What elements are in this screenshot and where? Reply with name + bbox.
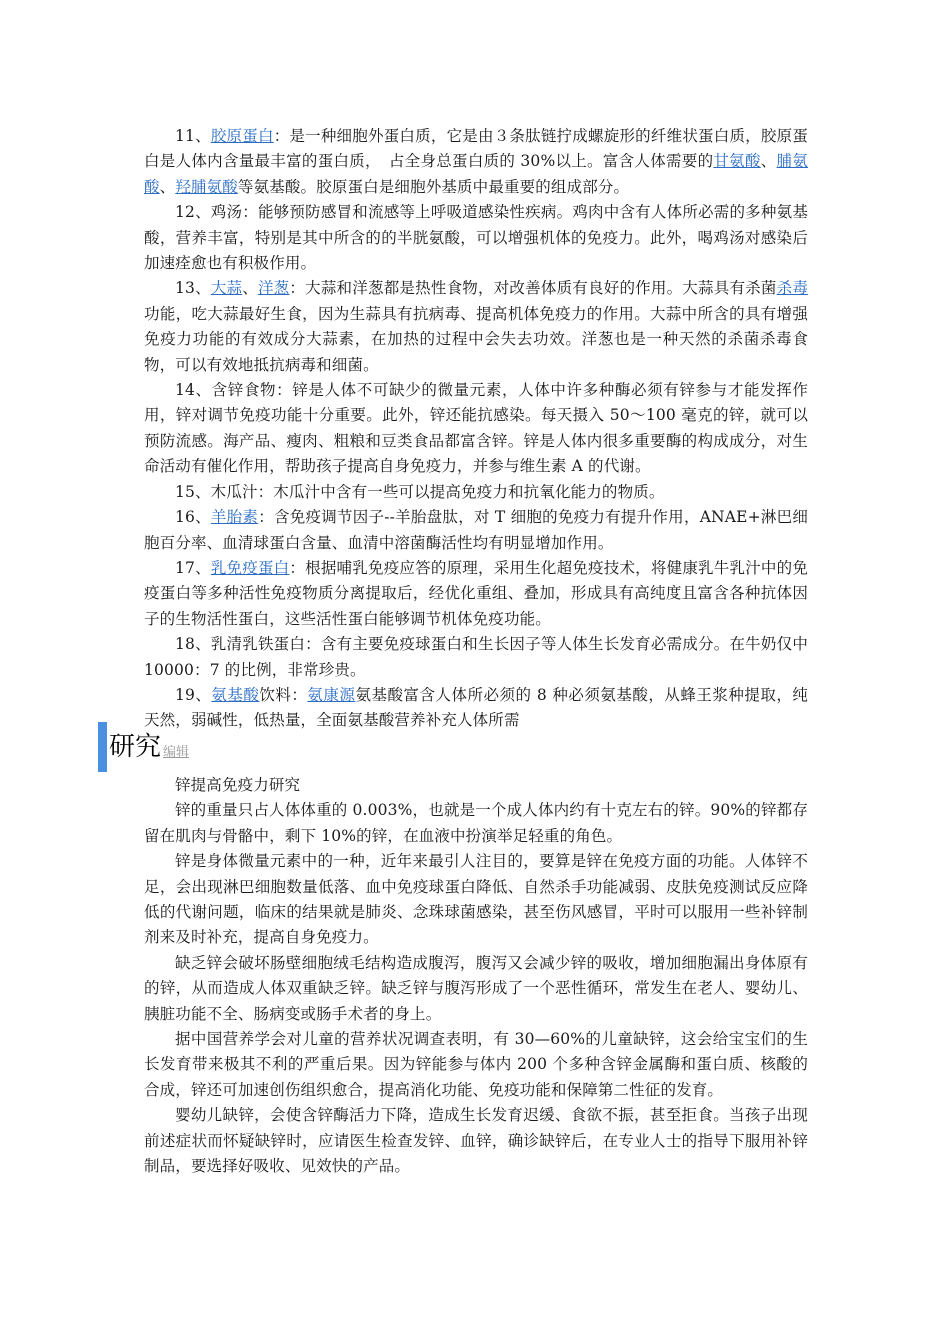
research-paragraph-4: 据中国营养学会对儿童的营养状况调查表明，有 30—60%的儿童缺锌，这会给宝宝们的生长发育带来极其不利的严重后果。因为锌能参与体内 200 个多种含锌金属酶和蛋白质、核酸的合成，锌还可加速创伤组织愈合，提高消化功能、免疫功能和保障第二性征的发育。 — [144, 1030, 808, 1099]
link-milk-immune-protein[interactable]: 乳免疫蛋白 — [210, 558, 290, 577]
link-proline[interactable]: 脯氨酸 — [144, 152, 808, 196]
item-number: 17、 — [175, 558, 211, 577]
item-text: ：是一种细胞外蛋白质，它是由３条肽链拧成螺旋形的纤维状蛋白质，胶原蛋白是人体内含量最丰富的蛋白质， 占全身总蛋白质的 30%以上。富含人体需要的 — [144, 127, 808, 171]
link-amino-acid[interactable]: 氨基酸 — [211, 685, 260, 704]
item-text: ：大蒜和洋葱都是热性食物，对改善体质有良好的作用。大蒜具有杀菌 — [289, 279, 777, 298]
link-glycine[interactable]: 甘氨酸 — [713, 152, 761, 171]
section-heading — [98, 722, 189, 772]
research-body — [144, 773, 808, 1180]
section-title: 研究 — [109, 732, 162, 762]
research-paragraph-2: 锌是身体微量元素中的一种，近年来最引人注目的，要算是锌在免疫方面的功能。人体锌不足，会出现淋巴细胞数量低落、血中免疫球蛋白降低、自然杀手功能减弱、皮肤免疫测试反应降低的代谢问题，临床的结果就是肺炎、念珠球菌感染，甚至伤风感冒，平时可以服用一些补锌制剂来及时补充，提高自身免疫力。 — [144, 852, 808, 947]
item-text: ：含免疫调节因子--羊胎盘肽，对 T 细胞的免疫力有提升作用，ANAE+淋巴细胞百分率、血清球蛋白含量、血清中溶菌酶活性均有明显增加作用。 — [144, 508, 808, 552]
link-garlic[interactable]: 大蒜 — [210, 279, 243, 298]
link-antiviral[interactable]: 杀毒 — [776, 279, 808, 298]
item-19 — [144, 683, 808, 734]
item-text: 等氨基酸。胶原蛋白是细胞外基质中最重要的组成部分。 — [237, 177, 630, 196]
item-13 — [144, 276, 808, 378]
research-paragraph-5: 婴幼儿缺锌，会使含锌酶活力下降，造成生长发育迟缓、食欲不振，甚至拒食。当孩子出现前述症状而怀疑缺锌时，应请医生检查发锌、血锌，确诊缺锌后，在专业人士的指导下服用补锌制品，要选择好吸收、见效快的产品。 — [144, 1106, 808, 1176]
item-text: 、 — [760, 152, 777, 171]
item-text: 饮料： — [259, 685, 308, 704]
item-15: 15、木瓜汁：木瓜汁中含有一些可以提高免疫力和抗氧化能力的物质。 — [175, 482, 665, 501]
edit-link[interactable]: 编辑 — [163, 745, 190, 760]
item-text: 氨基酸富含人体所必须的 8 种必须氨基酸，从蜂王浆种提取，纯天然，弱碱性，低热量，全面氨基酸营养补充人体所需 — [144, 685, 809, 730]
item-11 — [144, 124, 808, 200]
item-text: 、 — [159, 177, 176, 196]
research-subtitle: 锌提高免疫力研究 — [175, 776, 301, 794]
link-onion[interactable]: 洋葱 — [257, 279, 290, 298]
item-17 — [144, 556, 808, 632]
item-text: 、 — [242, 279, 258, 298]
item-16 — [144, 505, 808, 556]
section-bar — [98, 722, 107, 772]
link-placenta[interactable]: 羊胎素 — [210, 508, 259, 527]
list-section — [144, 124, 808, 734]
item-text: 功能，吃大蒜最好生食，因为生蒜具有抗病毒、提高机体免疫力的作用。大蒜中所含的具有增强免疫力功能的有效成分大蒜素，在加热的过程中会失去功效。洋葱也是一种天然的杀菌杀毒食物，可以有效地抵抗病毒和细菌。 — [144, 304, 808, 374]
item-number: 19、 — [175, 685, 212, 704]
item-12: 12、鸡汤：能够预防感冒和流感等上呼吸道感染性疾病。鸡肉中含有人体所必需的多种氨基酸，营养丰富，特别是其中所含的的半胱氨酸，可以增强机体的免疫力。此外，喝鸡汤对感染后加速痊愈也有积极作用。 — [144, 203, 808, 273]
research-paragraph-1: 锌的重量只占人体体重的 0.003%，也就是一个成人体内约有十克左右的锌。90%的锌都存留在肌肉与骨骼中，剩下 10%的锌，在血液中扮演举足轻重的角色。 — [144, 801, 808, 845]
item-number: 11、 — [175, 127, 211, 145]
item-number: 13、 — [175, 279, 211, 298]
link-collagen[interactable]: 胶原蛋白 — [210, 127, 274, 145]
item-18: 18、乳清乳铁蛋白：含有主要免疫球蛋白和生长因子等人体生长发育必需成分。在牛奶仅中 10000：7 的比例，非常珍贵。 — [144, 635, 808, 679]
link-ankangyuan[interactable]: 氨康源 — [307, 685, 356, 704]
link-hydroxyproline[interactable]: 羟脯氨酸 — [175, 177, 238, 196]
item-14: 14、含锌食物：锌是人体不可缺少的微量元素，人体中许多种酶必须有锌参与才能发挥作用，锌对调节免疫功能十分重要。此外，锌还能抗感染。每天摄入 50～100 毫克的锌，就可以预防流感。海产品、瘦肉、粗粮和豆类食品都富含锌。锌是人体内很多重要酶的构成成分，对生命活动有催化作用，帮助孩子提高自身免疫力，并参与维生素 A 的代谢。 — [144, 381, 808, 476]
item-text: ：根据哺乳免疫应答的原理，采用生化超免疫技术，将健康乳牛乳汁中的免疫蛋白等多种活性免疫物质分离提取后，经优化重组、叠加，形成具有高纯度且富含各种抗体因子的生物活性蛋白，这些活性蛋白能够调节机体免疫功能。 — [144, 558, 808, 628]
research-paragraph-3: 缺乏锌会破坏肠壁细胞绒毛结构造成腹泻，腹泻又会减少锌的吸收，增加细胞漏出身体原有的锌，从而造成人体双重缺乏锌。缺乏锌与腹泻形成了一个恶性循环，常发生在老人、婴幼儿、胰脏功能不全、肠病变或肠手术者的身上。 — [144, 953, 808, 1023]
item-number: 16、 — [175, 508, 211, 527]
